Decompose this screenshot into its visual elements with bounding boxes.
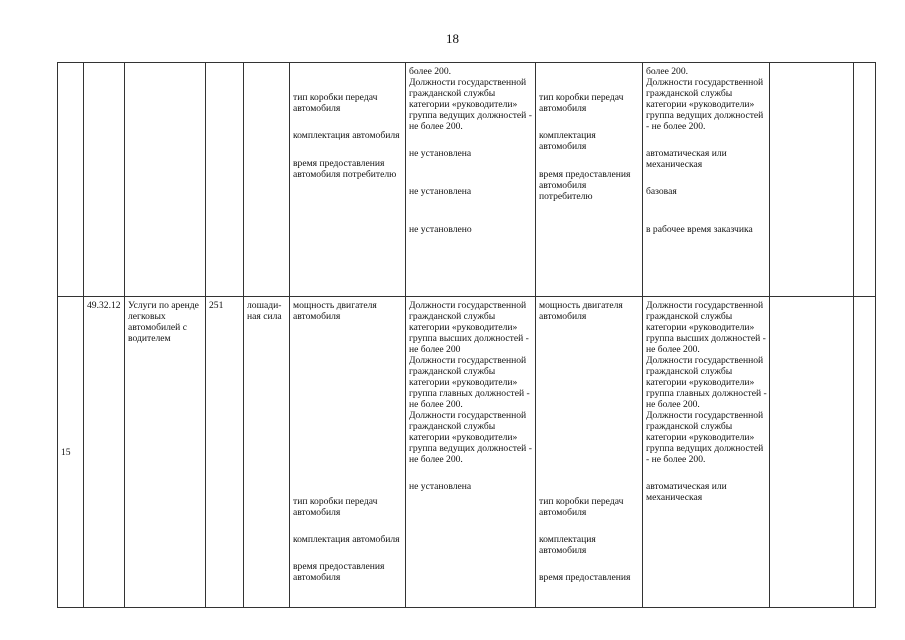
char-name: тип коробки передач автомобиля [539,496,624,518]
item-name-cell [125,63,206,297]
char-name: тип коробки передач автомобиля [539,92,624,114]
unit-cell: лошади-ная сила [244,297,290,608]
row-number-cell: 15 [58,297,84,608]
characteristic-name-cell [290,297,406,608]
characteristic-value-cell [406,297,536,608]
char-value: не установлена [409,481,472,492]
empty-cell [854,297,876,608]
char-value: автоматическая или механическая [646,148,727,170]
char-name: время предоставления автомобиля потребителю [539,169,631,202]
char-name: комплектация автомобиля [539,130,596,152]
characteristic-value-cell-2 [643,63,770,297]
char-value: более 200. Должности государственной гражданской службы категории «руководители» группа ведущих должностей - не более 200. [409,66,532,132]
empty-cell [770,63,854,297]
item-name-cell: Услуги по аренде легковых автомобилей с водителем [125,297,206,608]
char-name: время предоставления автомобиля потребителю [293,158,397,180]
characteristic-name-cell-2 [536,297,643,608]
char-value: не установлена [409,186,472,197]
char-name: мощность двигателя автомобиля [539,300,623,322]
char-value: автоматическая или механическая [646,481,727,503]
char-name: время предоставления автомобиля [293,561,385,583]
char-value: базовая [646,186,677,197]
char-name: комплектация автомобиля [539,534,596,556]
char-value: Должности государственной гражданской службы категории «руководители» группа высших должностей - не более 200. Должности государственной гражданской службы категории «руководители» группа главных должностей - не более 200. Должности государственной гражданской службы категории «руководители» группа ведущих должностей - не более 200. [646,300,767,465]
empty-cell [854,63,876,297]
requirements-table [57,62,876,608]
char-name: комплектация автомобиля [293,534,400,545]
table-row [58,63,876,297]
char-value: в рабочее время заказчика [646,224,753,235]
char-value: не установлена [409,148,472,159]
characteristic-name-cell [290,63,406,297]
page-number: 18 [446,31,459,46]
empty-cell [770,297,854,608]
char-value: не установлено [409,224,472,235]
okei-code-cell [206,63,244,297]
char-name: тип коробки передач автомобиля [293,92,378,114]
okei-code-cell: 251 [206,297,244,608]
char-name: тип коробки передач автомобиля [293,496,378,518]
char-name: комплектация автомобиля [293,130,400,141]
characteristic-value-cell [406,63,536,297]
char-name: мощность двигателя автомобиля [293,300,377,322]
characteristic-name-cell-2 [536,63,643,297]
okpd-code-cell: 49.32.12 [84,297,125,608]
unit-cell [244,63,290,297]
okpd-code-cell [84,63,125,297]
characteristic-value-cell-2 [643,297,770,608]
table-row [58,297,876,608]
char-value: Должности государственной гражданской службы категории «руководители» группа высших должностей - не более 200 Должности государственной гражданской службы категории «руководители» группа главных должностей - не более 200. Должности государственной гражданской службы категории «руководители» группа ведущих должностей - не более 200. [409,300,532,465]
row-number-cell [58,63,84,297]
char-value: более 200. Должности государственной гражданской службы категории «руководители» группа ведущих должностей - не более 200. [646,66,764,132]
char-name: время предоставления [539,572,631,583]
